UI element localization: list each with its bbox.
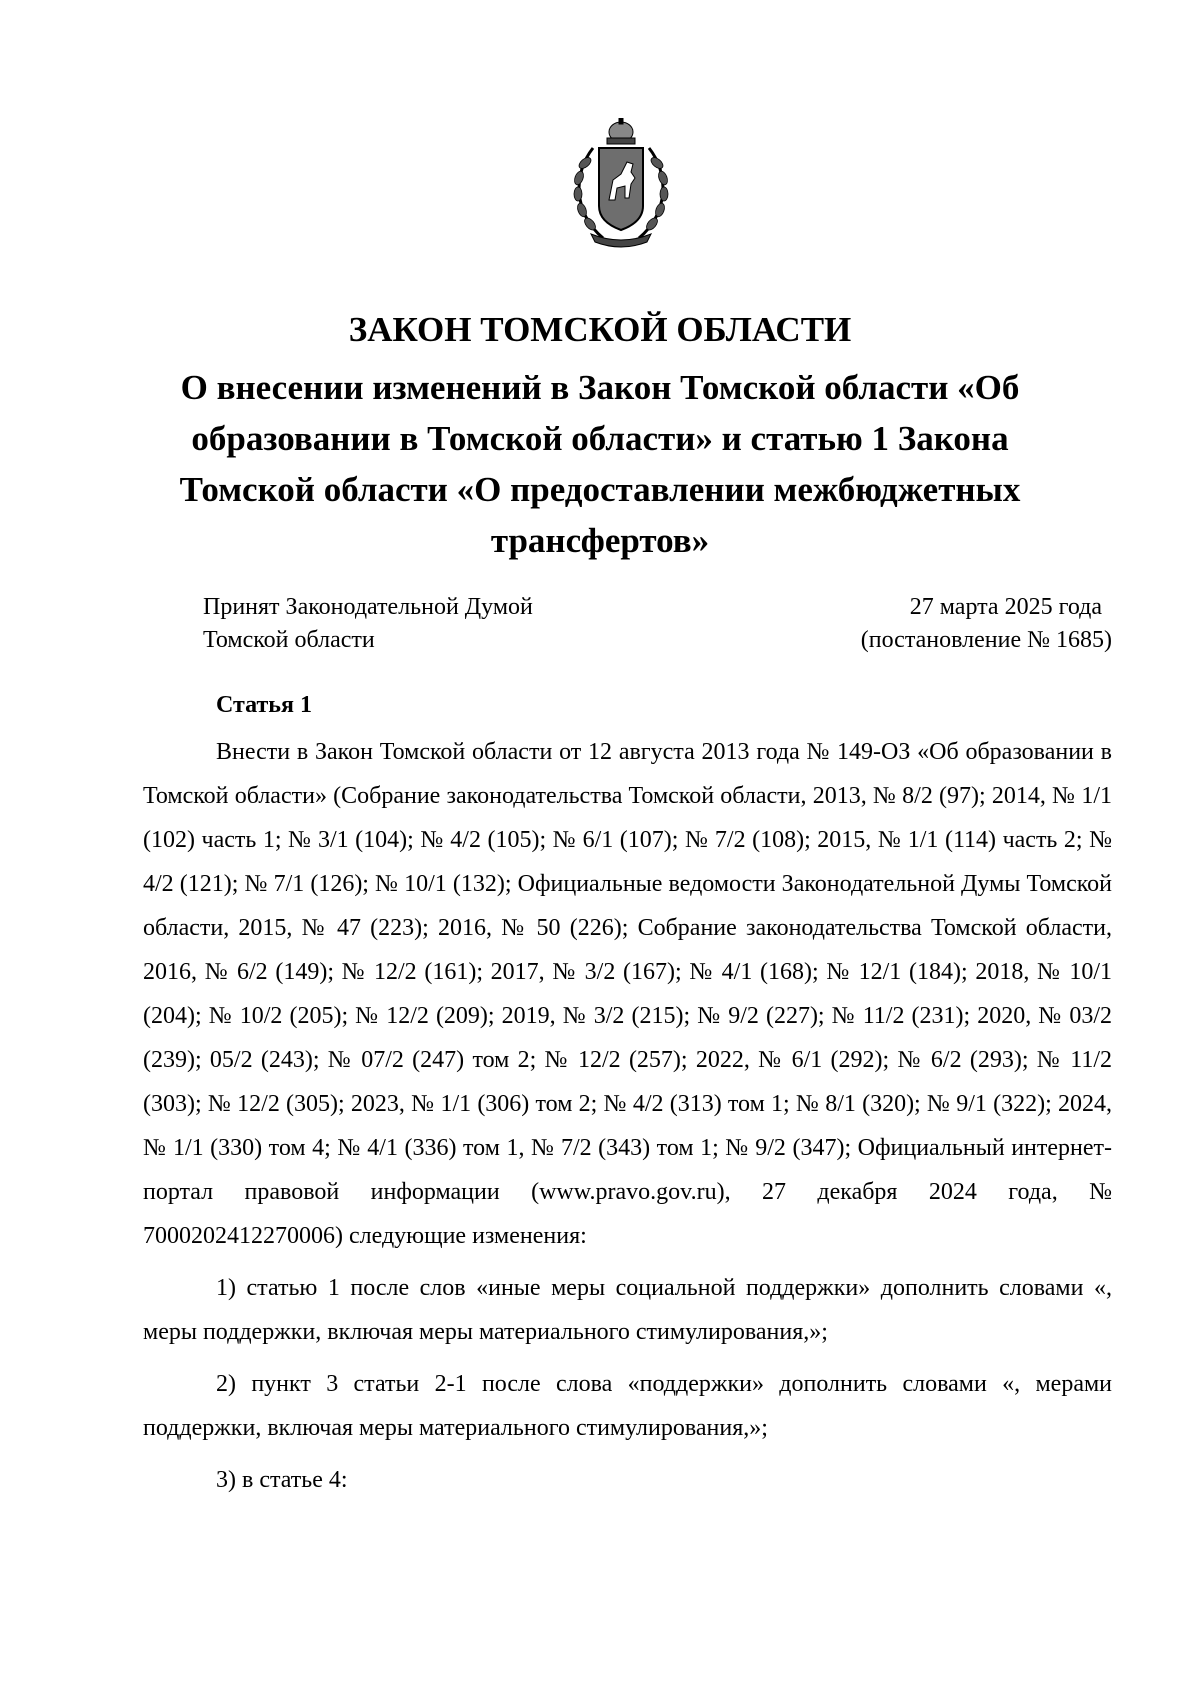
list-item: 3) в статье 4:	[216, 1467, 348, 1493]
adoption-date: 27 марта 2025 года	[909, 594, 1102, 620]
list-item: 1) статью 1 после слов «иные меры социальной поддержки» дополнить словами «, меры поддержки, включая меры материального стимулирования,»;	[143, 1275, 1112, 1345]
adopted-by	[203, 591, 533, 657]
adopted-by-line1: Принят Законодательной Думой	[203, 594, 533, 620]
law-subtitle: О внесении изменений в Закон Томской области «Об образовании в Томской области» и статью 1 Закона Томской области «О предоставлении межбюджетных трансфертов»	[179, 368, 1021, 560]
article-heading: Статья 1	[216, 692, 312, 718]
law-title: ЗАКОН ТОМСКОЙ ОБЛАСТИ	[348, 310, 852, 349]
resolution-number: (постановление № 1685)	[860, 627, 1112, 653]
adoption-date-block	[861, 591, 1112, 657]
list-item: 2) пункт 3 статьи 2-1 после слова «поддержки» дополнить словами «, мерами поддержки, включая меры материального стимулирования,»;	[143, 1371, 1112, 1441]
coat-of-arms-icon	[563, 118, 679, 250]
article-body	[143, 730, 1112, 1510]
article-intro: Внести в Закон Томской области от 12 августа 2013 года № 149-ОЗ «Об образовании в Томской области» (Собрание законодательства Томской области, 2013, № 8/2 (97); 2014, № 1/1 (102) часть 1; № 3/1 (104); № 4/2 (105); № 6/1 (107); № 7/2 (108); 2015, № 1/1 (114) часть 2; № 4/2 (121); № 7/1 (126); № 10/1 (132); Официальные ведомости Законодательной Думы Томской области, 2015, № 47 (223); 2016, № 50 (226); Собрание законодательства Томской области, 2016, № 6/2 (149); № 12/2 (161); 2017, № 3/2 (167); № 4/1 (168); № 12/1 (184); 2018, № 10/1 (204); № 10/2 (205); № 12/2 (209); 2019, № 3/2 (215); № 9/2 (227); № 11/2 (231); 2020, № 03/2 (239); 05/2 (243); № 07/2 (247) том 2; № 12/2 (257); 2022, № 6/1 (292); № 6/2 (293); № 11/2 (303); № 12/2 (305); 2023, № 1/1 (306) том 2; № 4/2 (313) том 1; № 8/1 (320); № 9/1 (322); 2024, № 1/1 (330) том 4; № 4/1 (336) том 1, № 7/2 (343) том 1; № 9/2 (347); Официальный интернет-портал правовой информации (www.pravo.gov.ru), 27 декабря 2024 года, № 7000202412270006) следующие изменения:	[143, 739, 1112, 1249]
adopted-by-line2: Томской области	[203, 627, 375, 653]
